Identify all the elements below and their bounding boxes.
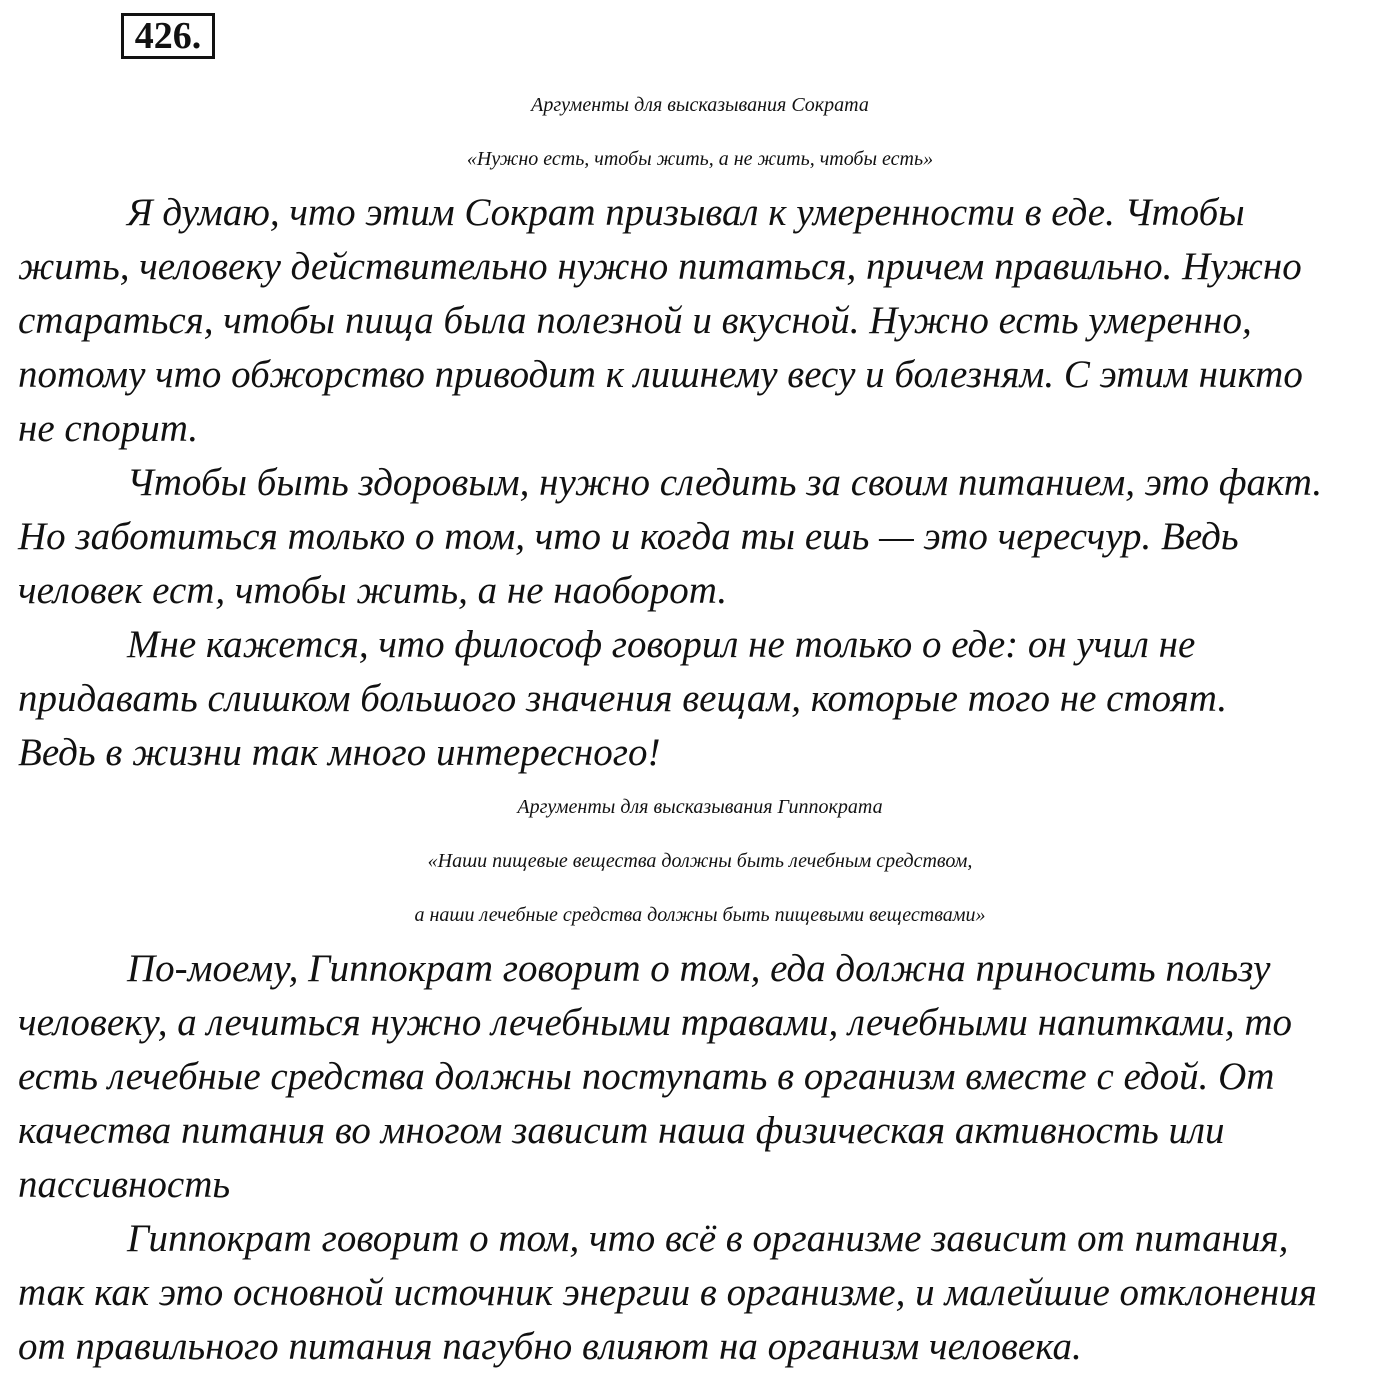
paragraph-line: человеку, а лечиться нужно лечебными травами, лечебными напитками, то xyxy=(18,1001,1292,1044)
section2-title: Аргументы для высказывания Гиппократа xyxy=(517,796,883,818)
paragraph-line: Мне кажется, что философ говорил не только о еде: он учил не xyxy=(127,623,1196,666)
paragraph-line: Ведь в жизни так много интересного! xyxy=(18,731,661,774)
paragraph-line: придавать слишком большого значения вещам, которые того не стоят. xyxy=(18,677,1228,720)
paragraph-line: потому что обжорство приводит к лишнему весу и болезням. С этим никто xyxy=(18,353,1303,396)
paragraph-line: Чтобы быть здоровым, нужно следить за своим питанием, это факт. xyxy=(127,461,1323,504)
paragraph-line: пассивность xyxy=(18,1163,231,1206)
section2-quote-line2: а наши лечебные средства должны быть пищевыми веществами» xyxy=(414,904,986,926)
section1-quote: «Нужно есть, чтобы жить, а не жить, чтобы есть» xyxy=(466,148,934,170)
paragraph-line: Но заботиться только о том, что и когда ты ешь — это чересчур. Ведь xyxy=(18,515,1239,558)
paragraph-line: По-моему, Гиппократ говорит о том, еда должна приносить пользу xyxy=(127,947,1271,990)
paragraph-line: так как это основной источник энергии в организме, и малейшие отклонения xyxy=(18,1271,1317,1314)
exercise-number: 426. xyxy=(121,13,215,59)
paragraph-line: человек ест, чтобы жить, а не наоборот. xyxy=(18,569,728,612)
paragraph-line: от правильного питания пагубно влияют на организм человека. xyxy=(18,1325,1082,1368)
paragraph-line: качества питания во многом зависит наша физическая активность или xyxy=(18,1109,1225,1152)
paragraph-line: Я думаю, что этим Сократ призывал к умеренности в еде. Чтобы xyxy=(127,191,1245,234)
paragraph-line: не спорит. xyxy=(18,407,199,450)
paragraph-line: жить, человеку действительно нужно питаться, причем правильно. Нужно xyxy=(18,245,1302,288)
section1-title: Аргументы для высказывания Сократа xyxy=(531,94,869,116)
paragraph-line: есть лечебные средства должны поступать в организм вместе с едой. От xyxy=(18,1055,1275,1098)
paragraph-line: стараться, чтобы пища была полезной и вкусной. Нужно есть умеренно, xyxy=(18,299,1252,342)
paragraph-line: Гиппократ говорит о том, что всё в организме зависит от питания, xyxy=(127,1217,1289,1260)
section2-quote-line1: «Наши пищевые вещества должны быть лечебным средством, xyxy=(427,850,973,872)
